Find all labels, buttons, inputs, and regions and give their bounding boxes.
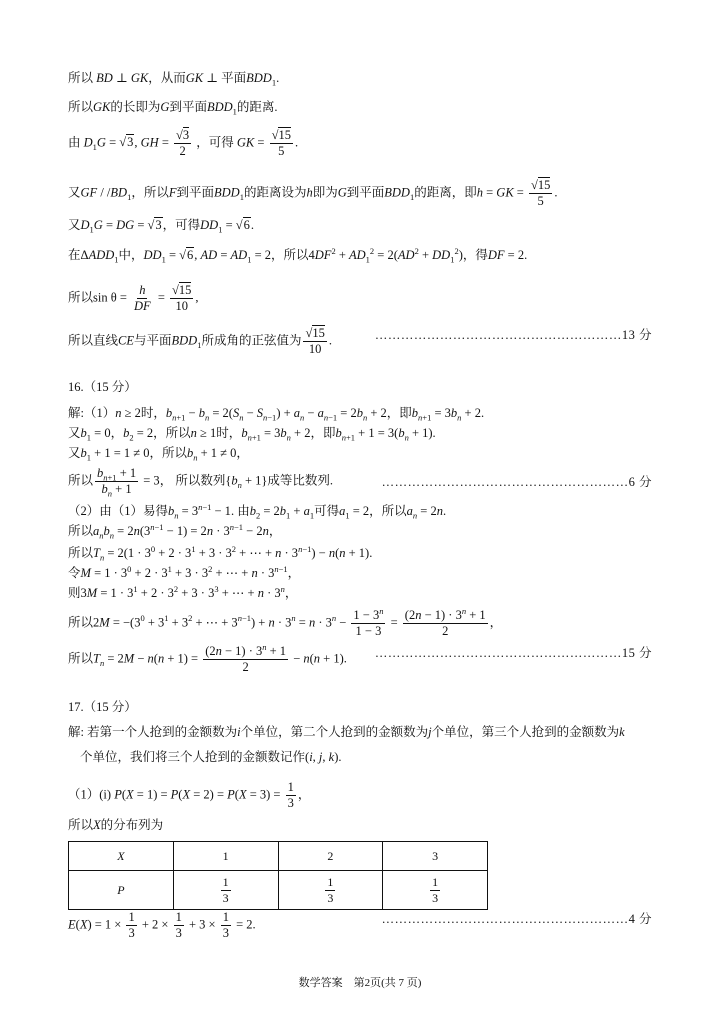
table-header-cell: 3 [383, 842, 488, 871]
fraction: $\frac{1 - 3^n}{1 - 3}$ [353, 605, 384, 638]
q16-heading: 16.（15 分） [68, 380, 137, 394]
text: 到平面 [169, 100, 207, 114]
q16-line-6: 所以$a_nb_n = 2n(3^{n-1} - 1) = 2n \cdot 3^{n-1} - 2n$， [68, 521, 282, 541]
q16-line-3: 又$b_1 + 1 = 1 \ne 0$，所以$b_n + 1 \ne 0$， [68, 446, 249, 463]
q17-expectation: E(X) = 1 × $\frac{1}{3}$ + 2 × $\frac{1}{3}$ + 3 × $\frac{1}{3}$ = 2. [68, 910, 256, 940]
fraction: $\frac{(2n - 1) \cdot 3^n + 1}{2}$ [205, 641, 287, 674]
text: ，从而 [148, 71, 186, 85]
q17-line-4: 所以X的分布列为 [68, 818, 164, 832]
fraction: $\frac{h}{DF}$ [134, 283, 151, 313]
text: 解: 若第一个人抢到的金额数为 [68, 725, 238, 739]
text: ，即 [310, 426, 336, 440]
text: 所以 [68, 615, 94, 630]
fraction: $\frac{√15}{5}$ [271, 128, 291, 158]
text: . [276, 71, 280, 85]
q16-line-9: 则$3M = 1 \cdot 3^1 + 2 \cdot 3^2 + 3 \cdot 3^3$ + ⋯ + $n \cdot 3^n$， [68, 583, 298, 600]
text: 个单位，第三个人抢到的金额数为 [431, 725, 620, 739]
text: 的距离. [236, 100, 278, 114]
q16-line-10: 所以$2M = -(3^0 + 3^1 + 3^2$ + ⋯ + $3^{n-1}) + n \cdot 3^n = n \cdot 3^n$ − $\frac{1 - 3^n}{1 - 3}$ = $\frac{(2n - 1) \cdot 3^n + 1}{2}$ ， [68, 605, 503, 638]
table-cell: $\frac{1}{3}$ [278, 871, 383, 910]
text: ，所以 [271, 248, 309, 262]
fraction: $\frac{b_{n+1} + 1}{b_n + 1}$ [97, 466, 137, 499]
text: 的长即为 [110, 100, 161, 114]
fraction: $\frac{√15}{10}$ [305, 326, 325, 356]
fraction: $\frac{1}{3}$ [287, 780, 294, 810]
text: 又 [68, 426, 81, 440]
fraction: $\frac{(2n - 1) \cdot 3^n + 1}{2}$ [404, 605, 486, 638]
line-3: 由 $D_1G = √3$, GH = $\frac{√3}{2}$ ，可得 GK = $\frac{√15}{5}$ . [68, 128, 299, 158]
text: . 由 [230, 504, 250, 518]
text: 所以 [68, 651, 94, 666]
text: 的分布列为 [100, 818, 164, 832]
text: 与平面 [134, 333, 172, 348]
text: 个单位，我们将三个人抢到的金额数记作 [80, 750, 306, 764]
text: 成等比数列. [267, 473, 334, 488]
q16-line-1: 解:（1）n ≥ 2时，$b_{n+1} - b_n = 2(S_n - S_{n-1}) + a_n - a_{n-1} = 2b_n + 2$，即$b_{n+1} = 3b_n + 2$. [68, 406, 485, 423]
text: 所成角的正弦值为 [201, 333, 302, 348]
text: ，所以 [149, 446, 187, 460]
score-4: …………………………………………………4 分 [381, 912, 652, 926]
text: （1）(i) [68, 787, 112, 802]
text: 个单位，第二个人抢到的金额数为 [240, 725, 429, 739]
text: 所以 [68, 524, 94, 538]
text: 所以直线 [68, 333, 119, 348]
line-4: 又GF / $/BD_1$，所以F到平面$BDD_1$的距离设为h即为G到平面$BDD_1$的距离，即h = GK = $\frac{√15}{5}$ . [68, 178, 558, 208]
score-6: …………………………………………………6 分 [381, 475, 652, 489]
line-1: 所以 BD ⊥ GK，从而GK ⊥ 平面$BDD_1$. [68, 71, 280, 88]
q17-line-1: 解: 若第一个人抢到的金额数为i个单位，第二个人抢到的金额数为j个单位，第三个人抢到的金额数为k [68, 725, 625, 739]
text: 所以 [68, 473, 94, 488]
score-13: …………………………………………………13 分 [374, 328, 652, 342]
fraction: $\frac{√15}{10}$ [172, 283, 192, 313]
line-5: 又$D_1G$ = DG = √3，可得$DD_1 = √6$. [68, 218, 255, 235]
table-cell: $\frac{1}{3}$ [383, 871, 488, 910]
text: 又 [68, 185, 81, 200]
text: 所以 [68, 100, 94, 114]
text: ，可得 [162, 218, 201, 232]
q16-line-7: 所以$T_n = 2(1 \cdot 3^0 + 2 \cdot 3^1 + 3 \cdot 3^2$ + ⋯ + $n \cdot 3^{n-1}) - n(n + 1)$. [68, 543, 373, 563]
text: 中， [118, 248, 144, 262]
text: 时， [140, 406, 166, 420]
table-header-cell: X [69, 842, 174, 871]
text: 由 [68, 135, 81, 150]
text: ，所以 [153, 426, 191, 440]
q16-line-2: 又$b_1 = 0$，$b_2 = 2$，所以n ≥ 1时，$b_{n+1} = 3b_n + 2$，即$b_{n+1} + 1 = 3(b_n + 1)$. [68, 426, 436, 443]
table-header-cell: 1 [173, 842, 278, 871]
page-footer: 数学答案 第2页(共 7 页) [298, 977, 422, 989]
q16-line-8: 令$M = 1 \cdot 3^0 + 2 \cdot 3^1 + 3 \cdot 3^2$ + ⋯ + $n \cdot 3^{n-1}$， [68, 563, 301, 580]
text: 所以 [68, 818, 94, 832]
line-8: 所以直线CE与平面$BDD_1$所成角的正弦值为 $\frac{√15}{10}$ . [68, 326, 332, 356]
line-6: 在$\Delta ADD_1$中，$DD_1 = √6$, AD = $AD_1 = 2$，所以$4DF^2 + AD_1^2 = 2(AD^2 + DD_1^2)$，得DF = 2. [68, 245, 528, 265]
text: 到平面 [346, 185, 385, 200]
score-15: …………………………………………………15 分 [374, 646, 652, 660]
text: ，可得 [196, 135, 234, 150]
text: 在 [68, 248, 81, 262]
text: 可得 [314, 504, 340, 518]
text: 所以 [68, 71, 94, 85]
line-7: 所以sin θ = $\frac{h}{DF}$ = $\frac{√15}{10}$ , [68, 283, 199, 313]
text: 所以 [68, 290, 94, 305]
fraction: $\frac{√3}{2}$ [176, 128, 190, 158]
q17-heading: 17.（15 分） [68, 700, 137, 714]
text: 令 [68, 566, 81, 580]
table-cell: $\frac{1}{3}$ [173, 871, 278, 910]
q17-line-3: （1）(i) P(X = 1) = P(X = 2) = P(X = 3) = $\frac{1}{3}$ ， [68, 780, 311, 810]
text: 解:（1） [68, 406, 116, 420]
table-row [69, 842, 488, 871]
text: 即为 [312, 185, 338, 200]
q16-line-5: （2）由（1）易得$b_n = 3^{n-1} - 1$. 由$b_2 = 2b_1 + a_1$可得$a_1 = 2$，所以$a_n = 2n$. [68, 501, 447, 521]
text: ，所以 [131, 185, 169, 200]
table-row [69, 871, 488, 910]
text: （2）由（1）易得 [68, 504, 169, 518]
text: ，即 [386, 406, 412, 420]
text: 则 [68, 586, 81, 600]
text: 平面 [221, 71, 247, 85]
q17-line-2: 个单位，我们将三个人抢到的金额数记作(i, j, k). [80, 750, 342, 764]
line-2: 所以GK的长即为G到平面$BDD_1$的距离. [68, 100, 278, 117]
text: 的距离设为 [243, 185, 307, 200]
text: 的距离，即 [414, 185, 477, 200]
text: ， [110, 426, 124, 440]
text: 所以 [68, 546, 94, 560]
text: 又 [68, 218, 81, 232]
text: 到平面 [176, 185, 214, 200]
q16-line-4: 所以 $\frac{b_{n+1} + 1}{b_n + 1}$ = 3， 所以数列$\{b_n + 1\}$成等比数列. [68, 466, 334, 499]
fraction: $\frac{√15}{5}$ [530, 178, 551, 208]
table-row-label: P [69, 871, 174, 910]
distribution-table [68, 841, 488, 910]
q16-line-11: 所以$T_n = 2M - n(n + 1)$ = $\frac{(2n - 1) \cdot 3^n + 1}{2}$ − n(n + 1). [68, 641, 347, 674]
text: ，所以 [369, 504, 407, 518]
text: 又 [68, 446, 81, 460]
table-header-cell: 2 [278, 842, 383, 871]
text: ，得 [462, 248, 488, 262]
text: 时， [216, 426, 242, 440]
text: ， 所以数列 [159, 473, 226, 488]
